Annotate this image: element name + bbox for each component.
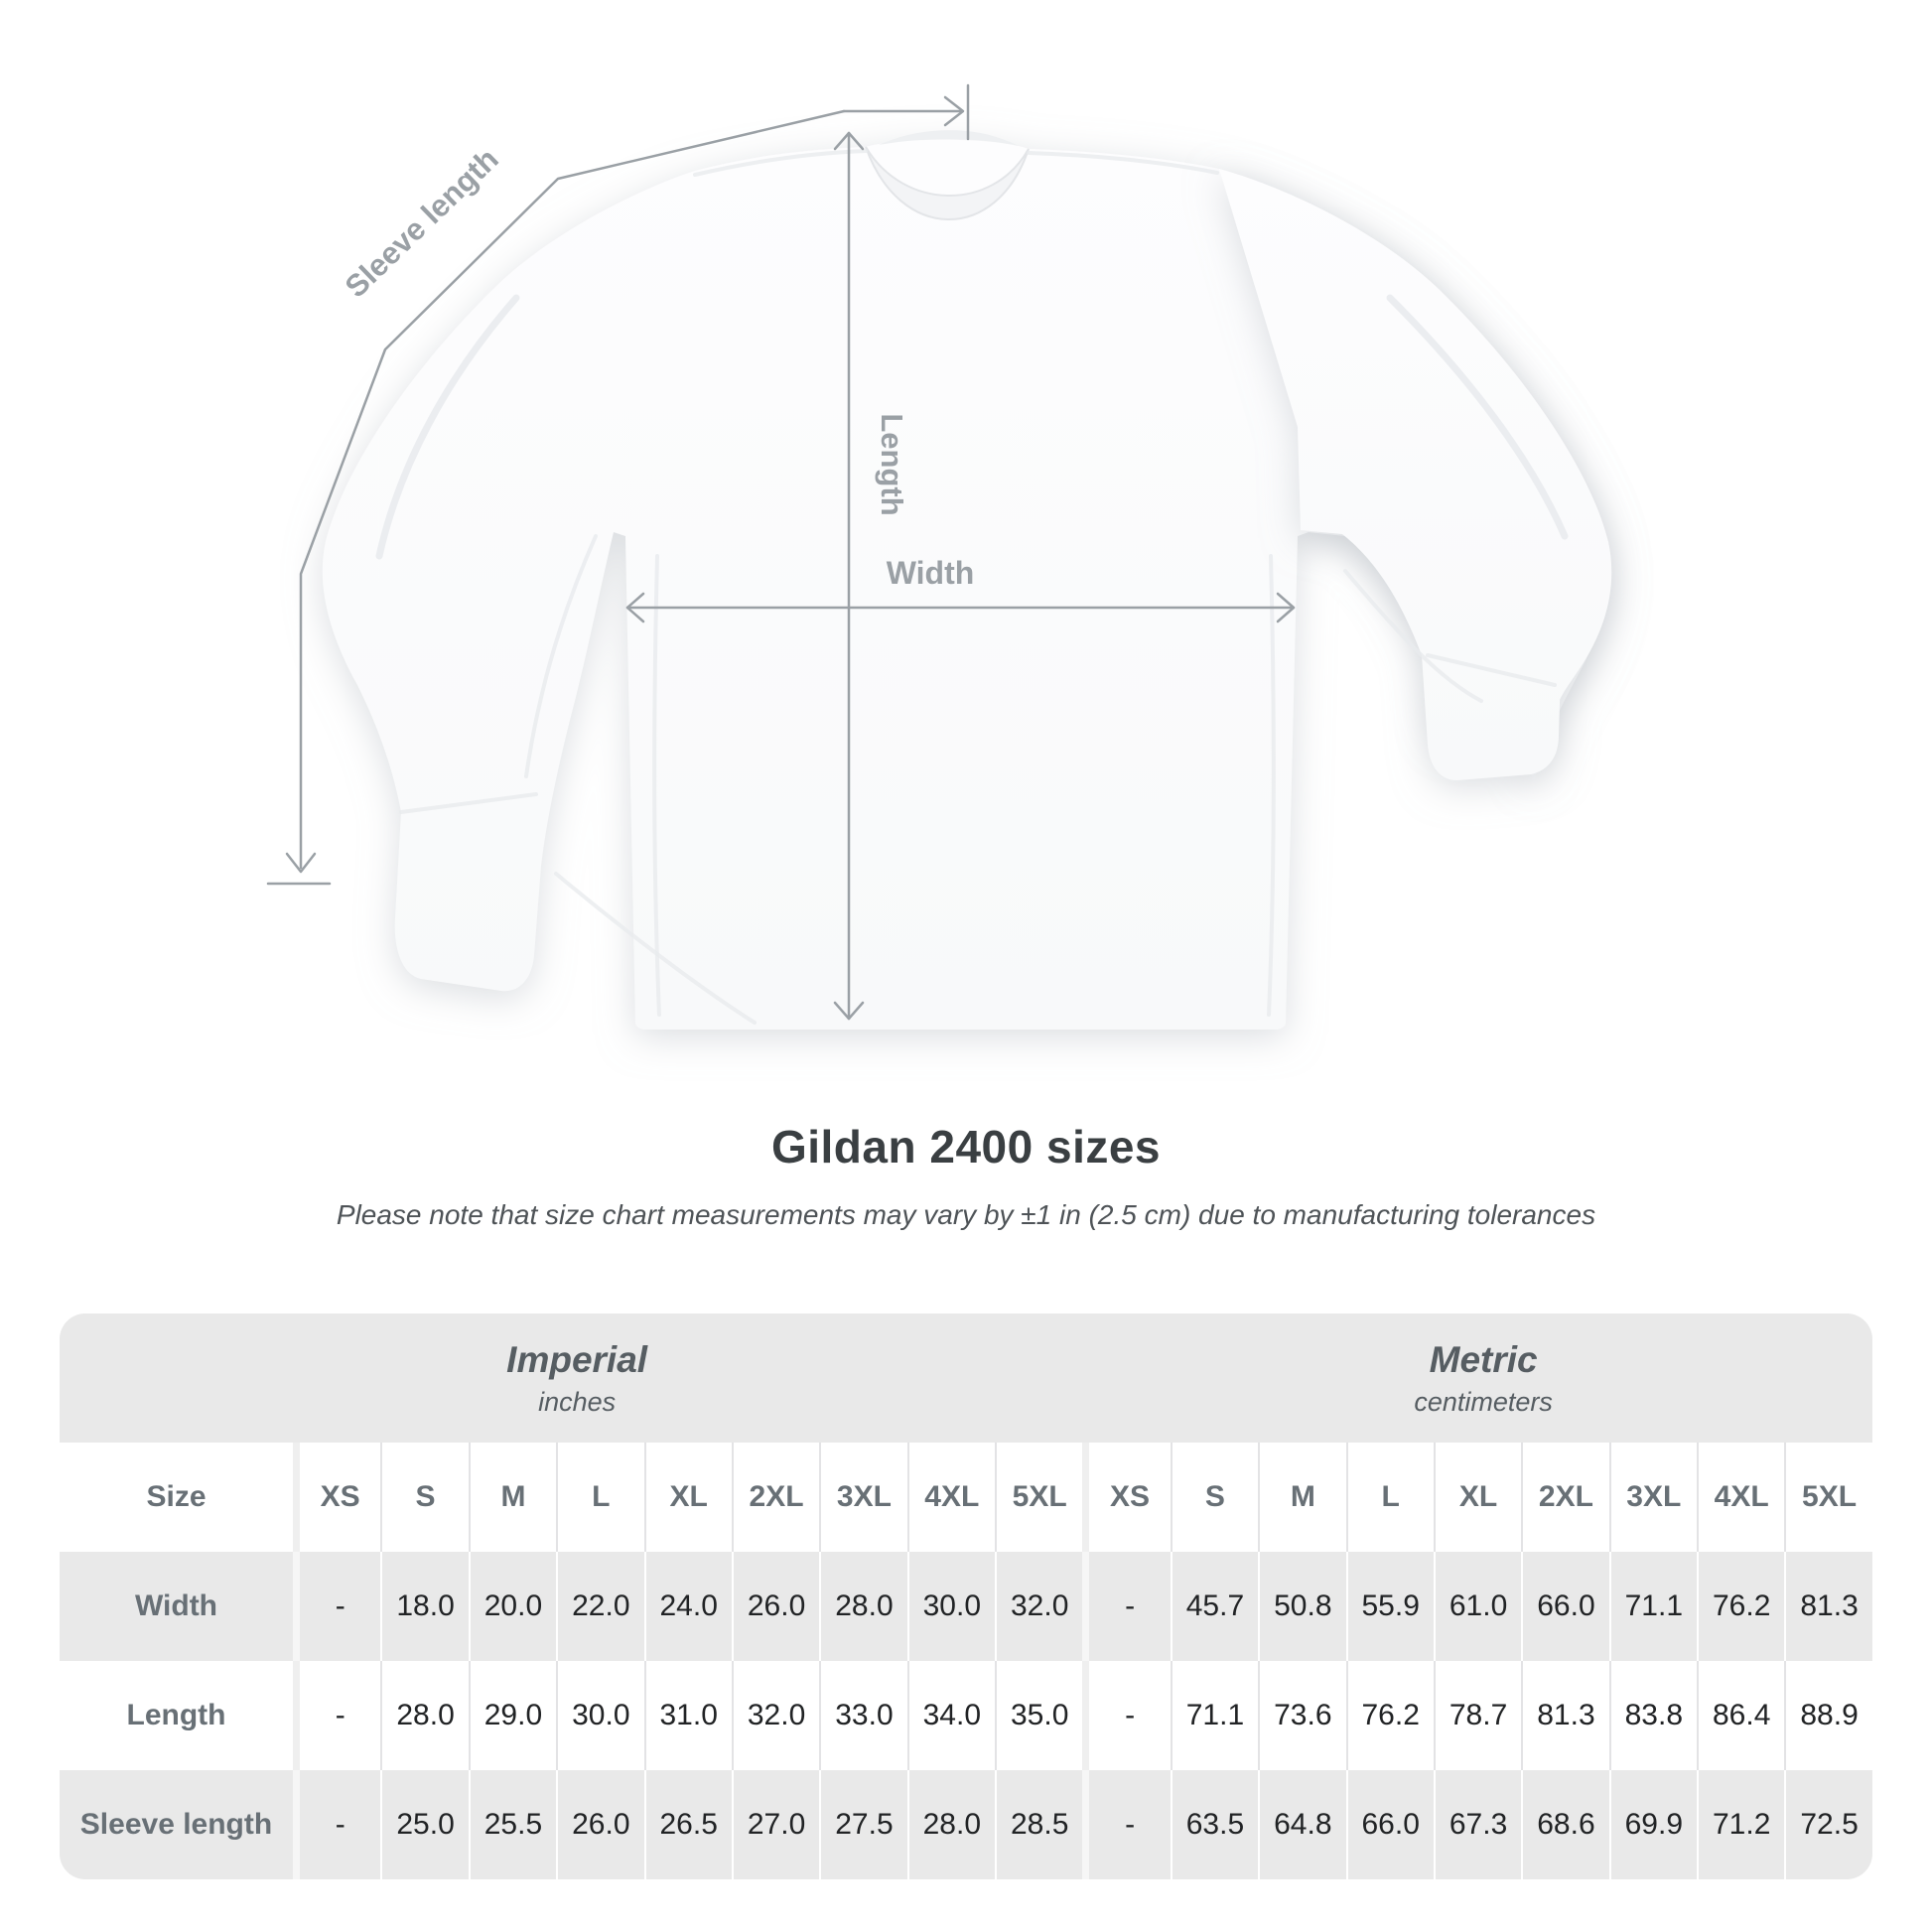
table-rows xyxy=(60,1552,1872,1879)
size-col-metric-m: M xyxy=(1258,1443,1345,1552)
metric-unit: centimeters xyxy=(1414,1386,1553,1417)
value-cell: 50.8 xyxy=(1258,1552,1345,1661)
value-cell: 78.7 xyxy=(1434,1661,1521,1770)
imperial-section-header xyxy=(60,1313,1094,1443)
value-cell: 66.0 xyxy=(1521,1552,1608,1661)
size-col-metric-3xl: 3XL xyxy=(1609,1443,1697,1552)
size-col-imperial-s: S xyxy=(380,1443,468,1552)
metric-section-header xyxy=(1094,1313,1872,1443)
size-col-imperial-xs: XS xyxy=(293,1443,380,1552)
value-cell: 31.0 xyxy=(644,1661,732,1770)
value-cell: 22.0 xyxy=(556,1552,643,1661)
value-cell: 76.2 xyxy=(1697,1552,1784,1661)
size-col-imperial-m: M xyxy=(469,1443,556,1552)
value-cell: 83.8 xyxy=(1609,1661,1697,1770)
width-label: Width xyxy=(886,555,975,591)
value-cell: 24.0 xyxy=(644,1552,732,1661)
page-subtitle: Please note that size chart measurements may vary by ±1 in (2.5 cm) due to manufacturing tolerances xyxy=(336,1199,1596,1230)
value-cell: 28.0 xyxy=(819,1552,906,1661)
table-row-width xyxy=(60,1552,1872,1661)
imperial-title: Imperial xyxy=(506,1338,648,1380)
row-label: Length xyxy=(126,1699,226,1731)
size-col-imperial-5xl: 5XL xyxy=(995,1443,1082,1552)
value-cell: - xyxy=(293,1770,380,1879)
value-cell: - xyxy=(1082,1661,1170,1770)
value-cell: 28.0 xyxy=(380,1661,468,1770)
value-cell: 45.7 xyxy=(1171,1552,1258,1661)
sleeve-length-label: Sleeve length xyxy=(338,141,505,305)
value-cell: 71.2 xyxy=(1697,1770,1784,1879)
size-col-metric-2xl: 2XL xyxy=(1521,1443,1608,1552)
value-cell: 28.5 xyxy=(995,1770,1082,1879)
value-cell: - xyxy=(293,1552,380,1661)
value-cell: 32.0 xyxy=(732,1661,819,1770)
unit-band xyxy=(60,1313,1872,1443)
value-cell: 63.5 xyxy=(1171,1770,1258,1879)
value-cell: 26.5 xyxy=(644,1770,732,1879)
size-col-metric-xs: XS xyxy=(1082,1443,1170,1552)
value-cell: 72.5 xyxy=(1784,1770,1871,1879)
value-cell: 34.0 xyxy=(907,1661,995,1770)
size-header-row xyxy=(60,1443,1872,1552)
value-cell: 27.5 xyxy=(819,1770,906,1879)
size-header-cell: Size xyxy=(146,1480,207,1513)
size-col-metric-l: L xyxy=(1346,1443,1434,1552)
value-cell: 30.0 xyxy=(907,1552,995,1661)
size-chart-table xyxy=(60,1313,1872,1879)
value-cell: 25.0 xyxy=(380,1770,468,1879)
value-cell: 71.1 xyxy=(1171,1661,1258,1770)
value-cell: 18.0 xyxy=(380,1552,468,1661)
page-title: Gildan 2400 sizes xyxy=(770,1121,1162,1173)
value-cell: 28.0 xyxy=(907,1770,995,1879)
value-cell: 81.3 xyxy=(1521,1661,1608,1770)
value-cell: 71.1 xyxy=(1609,1552,1697,1661)
metric-title: Metric xyxy=(1429,1338,1538,1380)
size-col-imperial-l: L xyxy=(556,1443,643,1552)
length-label: Length xyxy=(875,413,909,516)
value-cell: 67.3 xyxy=(1434,1770,1521,1879)
table-row-length xyxy=(60,1661,1872,1770)
value-cell: 30.0 xyxy=(556,1661,643,1770)
value-cell: - xyxy=(293,1661,380,1770)
value-cell: 32.0 xyxy=(995,1552,1082,1661)
value-cell: 20.0 xyxy=(469,1552,556,1661)
row-label: Sleeve length xyxy=(79,1808,273,1841)
value-cell: 27.0 xyxy=(732,1770,819,1879)
value-cell: 68.6 xyxy=(1521,1770,1608,1879)
size-col-imperial-2xl: 2XL xyxy=(732,1443,819,1552)
value-cell: 55.9 xyxy=(1346,1552,1434,1661)
size-col-metric-4xl: 4XL xyxy=(1697,1443,1784,1552)
size-col-imperial-4xl: 4XL xyxy=(907,1443,995,1552)
value-cell: 88.9 xyxy=(1784,1661,1871,1770)
value-cell: 26.0 xyxy=(732,1552,819,1661)
value-cell: 86.4 xyxy=(1697,1661,1784,1770)
size-col-metric-s: S xyxy=(1171,1443,1258,1552)
value-cell: 35.0 xyxy=(995,1661,1082,1770)
size-col-imperial-xl: XL xyxy=(644,1443,732,1552)
value-cell: 33.0 xyxy=(819,1661,906,1770)
value-cell: 66.0 xyxy=(1346,1770,1434,1879)
row-label: Width xyxy=(134,1589,218,1622)
value-cell: 25.5 xyxy=(469,1770,556,1879)
value-cell: 29.0 xyxy=(469,1661,556,1770)
table-row-sleeve-length xyxy=(60,1770,1872,1879)
imperial-unit: inches xyxy=(538,1386,617,1417)
value-cell: 69.9 xyxy=(1609,1770,1697,1879)
value-cell: 26.0 xyxy=(556,1770,643,1879)
value-cell: 73.6 xyxy=(1258,1661,1345,1770)
value-cell: - xyxy=(1082,1552,1170,1661)
value-cell: 61.0 xyxy=(1434,1552,1521,1661)
size-col-metric-xl: XL xyxy=(1434,1443,1521,1552)
size-col-imperial-3xl: 3XL xyxy=(819,1443,906,1552)
value-cell: 81.3 xyxy=(1784,1552,1871,1661)
value-cell: 76.2 xyxy=(1346,1661,1434,1770)
value-cell: - xyxy=(1082,1770,1170,1879)
size-col-metric-5xl: 5XL xyxy=(1784,1443,1871,1552)
value-cell: 64.8 xyxy=(1258,1770,1345,1879)
